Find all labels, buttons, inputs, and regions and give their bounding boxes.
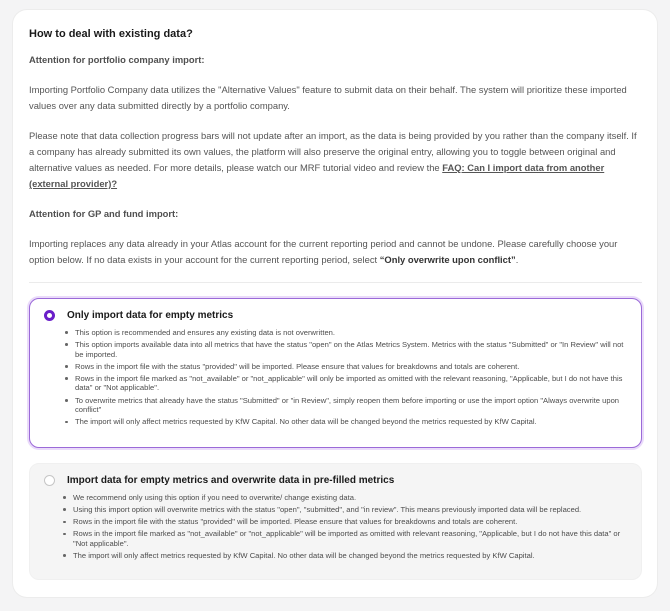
gp-attention-title: Attention for GP and fund import: [29, 208, 179, 219]
option-title: Import data for empty metrics and overwrite data in pre-filled metrics [67, 475, 395, 486]
faq-link[interactable]: FAQ: Can I import data from another (external provider)? [29, 162, 605, 189]
divider [29, 282, 642, 283]
radio-unselected-icon[interactable] [44, 475, 55, 486]
gp-paragraph [29, 236, 642, 268]
radio-selected-icon[interactable] [44, 310, 55, 321]
list-item: Rows in the import file with the status "provided" will be imported. Please ensure that values for breakdowns and totals are coherent. [64, 362, 629, 372]
list-item: The import will only affect metrics requested by KfW Capital. No other data will be changed beyond the metrics requested by KfW Capital. [64, 417, 629, 427]
option-empty-only[interactable] [29, 298, 642, 448]
list-item: Rows in the import file with the status "provided" will be imported. Please ensure that values for breakdowns and totals are coherent. [62, 517, 629, 527]
section-heading: How to deal with existing data? [29, 28, 193, 40]
gp-paragraph-end: . [515, 254, 519, 265]
list-item: The import will only affect metrics requested by KfW Capital. No other data will be changed beyond the metrics requested by KfW Capital. [62, 551, 629, 561]
option-overwrite-prefilled[interactable] [29, 463, 642, 580]
option-title: Only import data for empty metrics [67, 310, 234, 321]
import-settings-card [13, 10, 657, 597]
portfolio-paragraph-2 [29, 128, 642, 192]
portfolio-paragraph-2-text: Please note that data collection progress bars will not update after an import, as the data is being provided by you rather than the company itself. If a company has already submitted its own values, the platform will also preserve the original entry, allowing you to toggle between original and alternative values as needed. For more details, please watch our MRF tutorial video and review the [29, 130, 637, 173]
gp-paragraph-emphasis: “Only overwrite upon conflict” [379, 254, 516, 265]
option-bullets [44, 328, 629, 427]
portfolio-attention-title: Attention for portfolio company import: [29, 54, 205, 65]
list-item: This option is recommended and ensures any existing data is not overwritten. [64, 328, 629, 338]
option-bullets [44, 493, 629, 561]
list-item: To overwrite metrics that already have the status "Submitted" or "in Review", simply reopen them before importing or use the import option "Always overwrite upon conflict" [64, 396, 629, 415]
list-item: This option imports available data into all metrics that have the status "open" on the Atlas Metrics System. Metrics with the status "Submitted" or "In Review" will not be imported. [64, 340, 629, 359]
list-item: We recommend only using this option if you need to overwrite/ change existing data. [62, 493, 629, 503]
gp-paragraph-text: Importing replaces any data already in your Atlas account for the current reporting period and cannot be undone. Please carefully choose your option below. If no data exists in your account for the current reporting period, select [29, 238, 618, 265]
list-item: Rows in the import file marked as "not_available" or "not_applicable" will only be imported as omitted with the relevant reasoning, "Applicable, but I do not have this data" or "Not applicable". [64, 374, 629, 393]
portfolio-paragraph-1: Importing Portfolio Company data utilizes the "Alternative Values" feature to submit data on their behalf. The system will prioritize these imported values over any data submitted directly by a portfolio company. [29, 84, 627, 111]
list-item: Using this import option will overwrite metrics with the status "open", "submitted", and "in review". This means previously imported data will be replaced. [62, 505, 629, 515]
list-item: Rows in the import file marked as "not_available" or "not_applicable" will be imported as omitted with relevant reasoning, "Applicable, but I do not have this data" or "Not applicable". [62, 529, 629, 548]
